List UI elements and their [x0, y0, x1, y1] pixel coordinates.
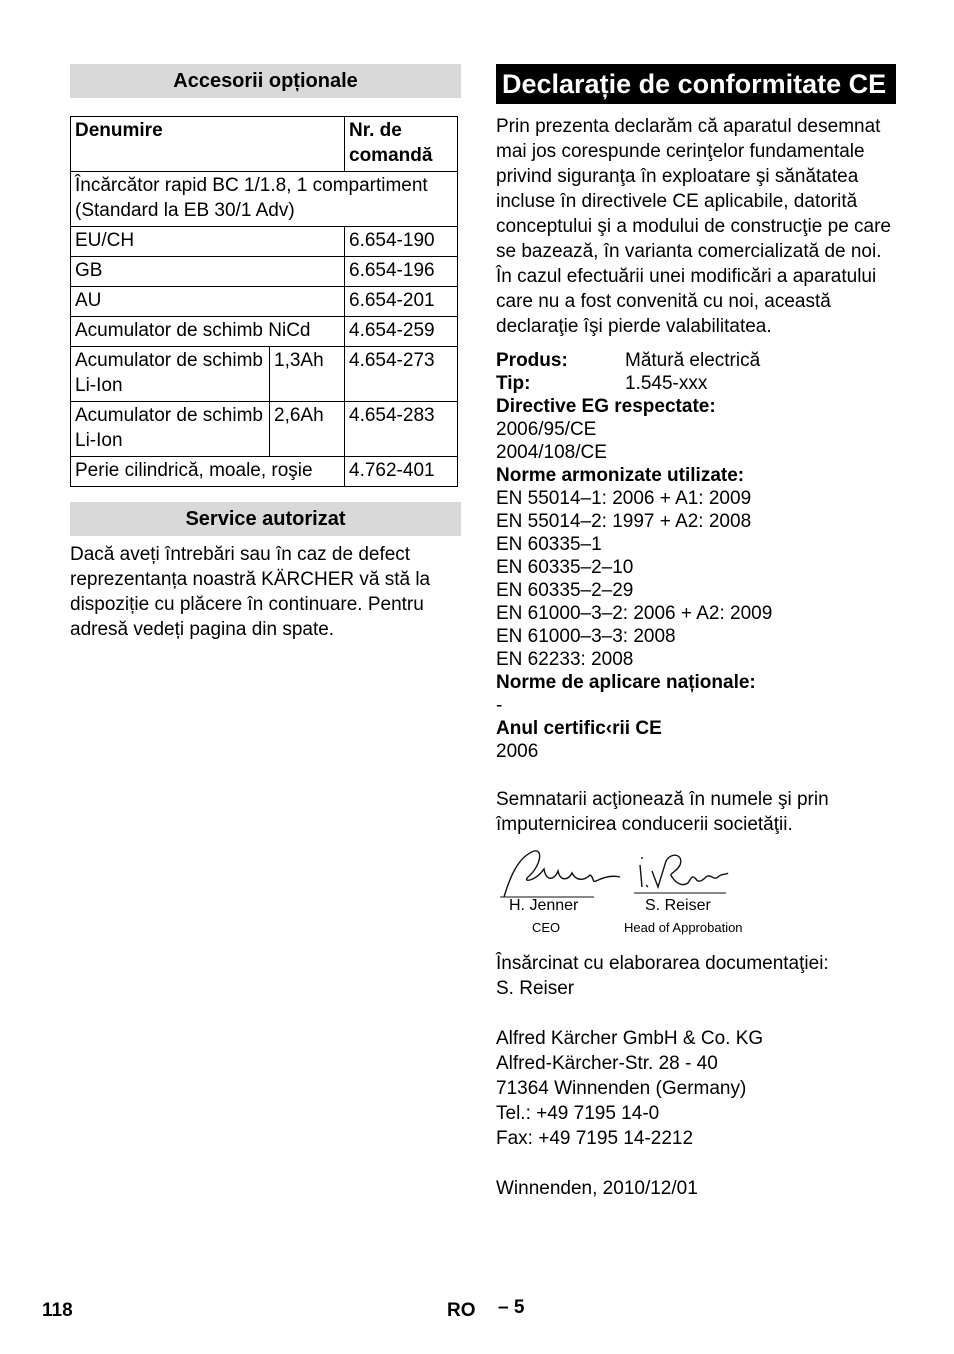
address-line: Alfred-Kärcher-Str. 28 - 40: [496, 1053, 718, 1074]
product-value: Mătură electrică: [625, 350, 761, 371]
signer2-role: Head of Approbation: [624, 920, 743, 935]
item-capacity: 2,6Ah: [270, 402, 345, 457]
table-row: [71, 172, 458, 227]
accessories-table: [70, 116, 458, 487]
left-column: [70, 64, 461, 642]
language-code: RO: [447, 1300, 476, 1321]
item-code: 6.654-190: [345, 227, 458, 257]
declaration-intro: Prin prezenta declarăm că aparatul desemnat mai jos corespunde cerinţelor fundamentale privind siguranţa în exploatare şi sănătatea incluse în directivele CE aplicabile, datorită conceptului şi a modului de construcţie pe care se bazează, în varianta comercializată de noi. În cazul efectuării unei modificări a aparatului care nu a fost convenită cu noi, această declaraţie îşi pierde valabilitatea.: [496, 116, 892, 337]
norm-item: EN 61000–3–3: 2008: [496, 626, 676, 647]
type-label: Tip:: [496, 373, 531, 394]
year-label: Anul certific‹rii CE: [496, 718, 662, 739]
accessories-heading: Accesorii opționale: [70, 64, 461, 98]
signatories-text: Semnatarii acţionează în numele şi prin împuternicirea conducerii societăţii.: [496, 789, 829, 835]
item-name: GB: [71, 257, 345, 287]
product-row: [496, 349, 896, 372]
section-number: – 5: [498, 1297, 525, 1318]
norm-item: EN 62233: 2008: [496, 649, 634, 670]
signature-jenner: [504, 851, 620, 897]
col-header-order: Nr. de comandă: [345, 117, 458, 172]
directives-label: Directive EG respectate:: [496, 396, 716, 417]
norms-label: Norme armonizate utilizate:: [496, 465, 745, 486]
item-name: Acumulator de schimb NiCd: [71, 317, 345, 347]
item-name: Acumulator de schimb Li-Ion: [71, 402, 270, 457]
norm-item: EN 60335–2–29: [496, 580, 634, 601]
norm-item: EN 61000–3–2: 2006 + A2: 2009: [496, 603, 773, 624]
place-date: Winnenden, 2010/12/01: [496, 1178, 698, 1199]
col-header-name: Denumire: [71, 117, 345, 172]
item-code: 4.654-283: [345, 402, 458, 457]
directive-item: 2006/95/CE: [496, 419, 597, 440]
table-row: [71, 457, 458, 487]
signature-reiser: [640, 855, 728, 887]
documentation-label: Însărcinat cu elaborarea documentaţiei:: [496, 953, 829, 974]
company-address: [496, 1026, 896, 1151]
address-line: 71364 Winnenden (Germany): [496, 1078, 747, 1099]
directive-item: 2004/108/CE: [496, 442, 607, 463]
table-row: [71, 287, 458, 317]
item-code: 6.654-196: [345, 257, 458, 287]
item-code: 4.762-401: [345, 457, 458, 487]
right-column: [496, 64, 896, 1201]
address-line: Fax: +49 7195 14-2212: [496, 1128, 694, 1149]
national-label: Norme de aplicare naționale:: [496, 672, 756, 693]
table-row: [71, 257, 458, 287]
declaration-heading: Declarație de conformitate CE: [496, 64, 896, 104]
signatures: [496, 847, 896, 943]
item-name: Acumulator de schimb Li-Ion: [71, 347, 270, 402]
item-capacity: 1,3Ah: [270, 347, 345, 402]
year-value: 2006: [496, 741, 539, 762]
norm-item: EN 55014–1: 2006 + A1: 2009: [496, 488, 752, 509]
table-row: [71, 317, 458, 347]
item-name: AU: [71, 287, 345, 317]
national-value: -: [496, 695, 503, 716]
documentation-name: S. Reiser: [496, 978, 575, 999]
product-label: Produs:: [496, 350, 568, 371]
charger-cell: Încărcător rapid BC 1/1.8, 1 compartiment (Standard la EB 30/1 Adv): [71, 172, 458, 227]
signer1-name: H. Jenner: [509, 897, 579, 914]
documentation-block: [496, 951, 896, 1001]
address-line: Tel.: +49 7195 14-0: [496, 1103, 660, 1124]
norm-item: EN 60335–2–10: [496, 557, 634, 578]
signer2-name: S. Reiser: [645, 897, 711, 914]
page-number: 118: [42, 1300, 73, 1321]
table-row: [71, 402, 458, 457]
item-code: 4.654-259: [345, 317, 458, 347]
declaration-specs: [496, 349, 896, 763]
norm-item: EN 55014–2: 1997 + A2: 2008: [496, 511, 752, 532]
service-heading: Service autorizat: [70, 502, 461, 536]
item-name: EU/CH: [71, 227, 345, 257]
table-row: [71, 347, 458, 402]
type-row: [496, 372, 896, 395]
item-code: 4.654-273: [345, 347, 458, 402]
address-line: Alfred Kärcher GmbH & Co. KG: [496, 1028, 764, 1049]
norm-item: EN 60335–1: [496, 534, 602, 555]
table-header-row: [71, 117, 458, 172]
item-name: Perie cilindrică, moale, roşie: [71, 457, 345, 487]
service-text: Dacă aveți întrebări sau în caz de defect reprezentanța noastră KÄRCHER vă stă la dispoziție cu plăcere în continuare. Pentru adresă vedeți pagina din spate.: [70, 544, 431, 640]
table-row: [71, 227, 458, 257]
item-code: 6.654-201: [345, 287, 458, 317]
signer1-role: CEO: [532, 920, 561, 935]
type-value: 1.545-xxx: [625, 373, 708, 394]
